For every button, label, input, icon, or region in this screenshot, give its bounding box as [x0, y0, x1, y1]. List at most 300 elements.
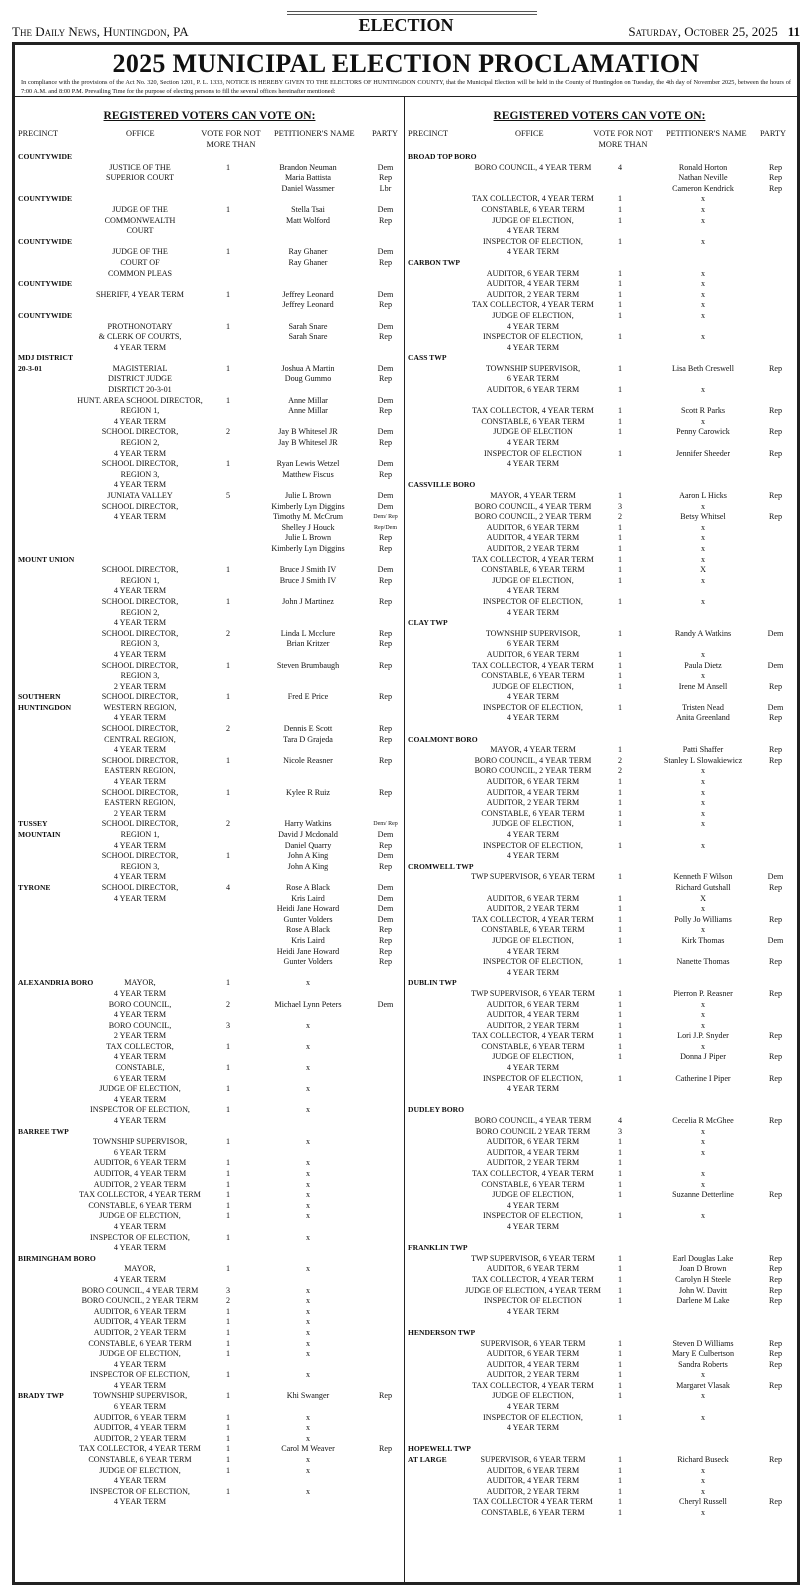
table-row	[18, 925, 401, 936]
table-row	[408, 883, 791, 894]
vote-count-cell: 1	[617, 925, 623, 935]
petitioner-cell: x	[305, 1158, 311, 1168]
petitioner-cell: Stanley L Slowakiewicz	[663, 755, 743, 765]
office-cell: SCHOOL DIRECTOR,	[101, 724, 179, 734]
table-row	[408, 1466, 791, 1477]
office-cell: 2 YEAR TERM	[113, 808, 167, 818]
vote-count-cell: 1	[617, 575, 623, 585]
office-cell: MAYOR, 4 YEAR TERM	[490, 491, 576, 500]
table-row	[408, 385, 791, 396]
party-cell: Rep	[768, 1116, 783, 1126]
office-cell: BORO COUNCIL, 4 YEAR TERM	[474, 1116, 592, 1126]
office-cell: TAX COLLECTOR, 4 YEAR TERM	[472, 406, 594, 416]
office-cell: INSPECTOR OF ELECTION	[484, 448, 582, 458]
party-cell: Dem	[377, 289, 394, 299]
office-cell: CONSTABLE, 6 YEAR TERM	[481, 808, 585, 818]
vote-count-cell: 1	[617, 872, 623, 882]
petitioner-cell: x	[700, 1486, 706, 1496]
vote-count-cell: 1	[617, 1285, 623, 1295]
vote-count-cell: 3	[225, 1020, 231, 1030]
table-row	[18, 915, 401, 926]
office-cell: CONSTABLE,	[115, 1063, 165, 1073]
table-row	[18, 597, 401, 608]
table-row	[408, 1370, 791, 1381]
office-cell: INSPECTOR OF ELECTION,	[90, 1370, 190, 1380]
petitioner-cell: Steven Brumbaugh	[276, 660, 340, 670]
table-row	[18, 1476, 401, 1487]
table-row	[408, 184, 791, 195]
office-cell: 4 YEAR TERM	[506, 607, 560, 617]
office-cell: INSPECTOR OF ELECTION,	[483, 957, 583, 967]
party-cell: Dem	[767, 935, 784, 945]
table-row	[408, 1455, 791, 1466]
table-row	[408, 576, 791, 587]
table-row	[18, 1423, 401, 1434]
office-cell: BORO COUNCIL, 4 YEAR TERM	[81, 1285, 199, 1295]
precinct-cell: HENDERSON TWP	[408, 1327, 476, 1337]
table-row	[408, 555, 791, 566]
petitioner-cell: x	[700, 1126, 706, 1136]
petitioner-cell: Joshua A Martin	[281, 363, 335, 373]
party-cell: Rep	[768, 914, 783, 924]
office-cell: AUDITOR, 4 YEAR TERM	[486, 279, 580, 289]
petitioner-cell: Paula Dietz	[684, 660, 722, 670]
table-row	[408, 608, 791, 619]
table-row	[408, 470, 791, 481]
office-cell: TAX COLLECTOR, 4 YEAR TERM	[472, 1274, 594, 1284]
office-cell: AUDITOR, 4 YEAR TERM	[486, 787, 580, 797]
table-row	[408, 1095, 791, 1106]
party-cell: Rep	[378, 374, 393, 384]
party-cell: Rep	[378, 438, 393, 448]
office-cell: 4 YEAR TERM	[113, 893, 167, 903]
party-cell: Rep	[378, 734, 393, 744]
party-cell: Rep	[378, 543, 393, 553]
precinct-cell: BROAD TOP BORO	[408, 152, 477, 161]
petitioner-cell: x	[700, 777, 706, 787]
petitioner-cell: x	[700, 533, 706, 543]
table-row	[408, 1148, 791, 1159]
vote-count-cell: 1	[617, 522, 623, 532]
petitioner-cell: Kylee R Ruiz	[285, 787, 331, 797]
table-row	[18, 480, 401, 491]
table-row	[18, 1497, 401, 1508]
office-cell: AUDITOR, 6 YEAR TERM	[486, 649, 580, 659]
table-row	[408, 1063, 791, 1074]
issue-date	[628, 24, 800, 40]
table-row	[18, 947, 401, 958]
table-row	[408, 1190, 791, 1201]
table-row	[18, 586, 401, 597]
petitioner-cell: Bruce J Smith IV	[279, 565, 337, 575]
party-cell: Rep	[768, 1296, 783, 1306]
party-cell: Dem	[377, 204, 394, 214]
table-row	[18, 364, 401, 375]
petitioner-cell: x	[700, 1391, 706, 1401]
petitioner-cell: x	[700, 596, 706, 606]
office-cell: JUSTICE OF THE	[109, 162, 171, 172]
table-row	[18, 1254, 401, 1265]
vote-count-cell: 1	[617, 681, 623, 691]
petitioner-cell: John A King	[287, 851, 329, 861]
petitioner-cell: x	[700, 522, 706, 532]
table-row	[18, 1264, 401, 1275]
office-cell: AUDITOR, 6 YEAR TERM	[93, 1412, 187, 1422]
office-cell: JUDGE OF THE	[112, 204, 168, 214]
party-cell: Rep	[378, 724, 393, 734]
table-row	[18, 226, 401, 237]
petitioner-cell: Kris Laird	[291, 935, 325, 945]
party-cell: Rep	[768, 957, 783, 967]
precinct-cell: 20-3-01	[18, 363, 43, 373]
table-row	[18, 968, 401, 979]
table-row	[18, 1201, 401, 1212]
table-row	[18, 745, 401, 756]
office-cell: JUDGE OF ELECTION,	[492, 935, 574, 945]
office-cell: & CLERK OF COURTS,	[98, 332, 182, 342]
office-cell: AUDITOR, 6 YEAR TERM	[486, 1465, 580, 1475]
petitioner-cell: x	[700, 194, 706, 204]
office-cell: AUDITOR, 4 YEAR TERM	[486, 533, 580, 543]
petitioner-cell: x	[305, 1105, 311, 1115]
petitioner-cell: Steven D Williams	[672, 1338, 734, 1348]
petitioner-cell: Julie L Brown	[284, 533, 331, 543]
office-cell: TOWNSHIP SUPERVISOR,	[92, 1137, 188, 1147]
table-row	[18, 417, 401, 428]
office-cell: AUDITOR, 6 YEAR TERM	[486, 522, 580, 532]
vote-count-cell: 1	[225, 1370, 231, 1380]
right-column	[408, 97, 791, 1519]
table-row	[18, 735, 401, 746]
table-row	[408, 724, 791, 735]
office-cell: AUDITOR, 6 YEAR TERM	[486, 1264, 580, 1274]
party-cell: Dem	[377, 830, 394, 839]
vote-count-cell: 1	[617, 1052, 623, 1062]
rows	[18, 152, 401, 1508]
table-row	[408, 1000, 791, 1011]
precinct-cell: COUNTYWIDE	[18, 152, 73, 161]
petitioner-cell: x	[700, 1476, 706, 1486]
office-cell: DISRTICT 20-3-01	[108, 385, 172, 395]
party-cell: Rep	[768, 1274, 783, 1284]
table-row	[18, 1190, 401, 1201]
vote-count-cell: 1	[617, 1190, 623, 1200]
petitioner-cell: Richard Gutshall	[675, 882, 731, 892]
table-row	[408, 290, 791, 301]
office-cell: TAX COLLECTOR 4 YEAR TERM	[473, 1497, 593, 1507]
office-cell: JUDGE OF ELECTION,	[99, 1211, 181, 1221]
petitioner-cell: Ray Ghaner	[288, 247, 328, 257]
petitioner-cell: Ray Ghaner	[288, 257, 328, 267]
party-cell: Rep	[378, 755, 393, 765]
precinct-cell: MDJ DISTRICT	[18, 353, 74, 363]
page-number: 11	[787, 24, 800, 39]
petitioner-cell: x	[305, 1020, 311, 1030]
petitioner-cell: Matthew Fiscus	[282, 469, 334, 479]
vote-count-cell: 1	[617, 1264, 623, 1274]
petitioner-cell: Jay B Whitesel JR	[278, 427, 338, 437]
petitioner-cell: Tristen Nead	[682, 702, 724, 712]
vote-count-cell: 1	[617, 1010, 623, 1020]
office-cell: SCHOOL DIRECTOR,	[101, 501, 179, 511]
office-cell: SCHOOL DIRECTOR,	[101, 819, 179, 829]
vote-count-cell: 2	[225, 1296, 231, 1306]
header-party: PARTY	[760, 129, 786, 138]
table-row	[18, 989, 401, 1000]
petitioner-cell: Earl Douglas Lake	[672, 1253, 734, 1263]
party-cell: Rep	[378, 300, 393, 310]
petitioner-cell: Nicole Reasner	[283, 755, 333, 765]
petitioner-cell: x	[305, 1433, 311, 1443]
table-row	[18, 1328, 401, 1339]
table-row	[18, 608, 401, 619]
party-cell: Rep	[768, 988, 783, 998]
office-cell: MAYOR, 4 YEAR TERM	[490, 745, 576, 755]
petitioner-cell: Michael Lynn Peters	[274, 999, 342, 1009]
vote-count-cell: 1	[225, 1232, 231, 1242]
petitioner-cell: Margaret Vlasak	[676, 1380, 730, 1390]
table-row	[408, 1158, 791, 1169]
party-cell: Rep	[378, 1391, 393, 1401]
office-cell: INSPECTOR OF ELECTION,	[483, 840, 583, 850]
petitioner-cell: x	[700, 204, 706, 214]
petitioner-cell: Sarah Snare	[288, 332, 328, 342]
section-title: ELECTION	[358, 15, 454, 35]
office-cell: AUDITOR, 6 YEAR TERM	[486, 999, 580, 1009]
petitioner-cell: Sandra Roberts	[678, 1359, 728, 1369]
table-row	[18, 639, 401, 650]
table-row	[408, 968, 791, 979]
office-cell: PROTHONOTARY	[107, 321, 173, 331]
petitioner-cell: Anita Greenland	[676, 713, 730, 723]
table-row	[408, 322, 791, 333]
petitioner-cell: Maria Battista	[284, 173, 332, 183]
table-row	[18, 1413, 401, 1424]
precinct-cell: COALMONT BORO	[408, 734, 478, 744]
office-cell: 4 YEAR TERM	[113, 1116, 167, 1126]
petitioner-cell: Kirk Thomas	[681, 935, 725, 945]
party-cell: Rep	[378, 840, 393, 850]
petitioner-cell: x	[305, 1232, 311, 1242]
vote-count-cell: 1	[617, 660, 623, 670]
office-cell: AUDITOR, 2 YEAR TERM	[486, 904, 580, 914]
vote-count-cell: 1	[617, 533, 623, 543]
table-row	[408, 194, 791, 205]
table-row	[18, 237, 401, 248]
vote-count-cell: 3	[617, 501, 623, 511]
party-cell: Rep	[768, 745, 783, 755]
table-row	[18, 1466, 401, 1477]
office-cell: 4 YEAR TERM	[113, 480, 167, 490]
table-row	[408, 915, 791, 926]
vote-count-cell: 1	[617, 988, 623, 998]
vote-count-cell: 4	[225, 882, 231, 892]
precinct-cell: ALEXANDRIA BORO	[18, 978, 94, 988]
office-cell: 4 YEAR TERM	[113, 1243, 167, 1253]
petitioner-cell: x	[700, 1137, 706, 1147]
petitioner-cell: x	[305, 1296, 311, 1306]
table-row	[18, 978, 401, 989]
table-row	[408, 459, 791, 470]
table-row	[18, 1116, 401, 1127]
office-cell: REGION 1,	[120, 830, 160, 839]
party-cell: Rep	[378, 469, 393, 479]
office-cell: 4 YEAR TERM	[113, 1052, 167, 1062]
petitioner-cell: Tara D Grajeda	[283, 734, 333, 744]
office-cell: 2 YEAR TERM	[113, 1031, 167, 1041]
office-cell: 4 YEAR TERM	[506, 226, 560, 236]
petitioner-cell: Kenneth F Wilson	[673, 872, 733, 882]
vote-count-cell: 1	[225, 1190, 231, 1200]
precinct-cell: FRANKLIN TWP	[408, 1243, 468, 1253]
petitioner-cell: x	[700, 787, 706, 797]
vote-count-cell: 2	[617, 512, 623, 522]
table-row	[18, 406, 401, 417]
petitioner-cell: x	[700, 999, 706, 1009]
vote-count-cell: 1	[617, 1041, 623, 1051]
petitioner-cell: x	[700, 1465, 706, 1475]
petitioner-cell: Anne Millar	[288, 406, 328, 416]
party-cell: Rep	[768, 713, 783, 723]
petitioner-cell: x	[305, 978, 311, 988]
petitioner-cell: x	[700, 808, 706, 818]
table-row	[408, 756, 791, 767]
petitioner-cell: Anne Millar	[288, 395, 328, 405]
table-row	[408, 364, 791, 375]
office-cell: JUDGE OF ELECTION,	[492, 819, 574, 829]
petitioner-cell: Lisa Beth Creswell	[671, 363, 735, 373]
petitioner-cell: Suzanne Detterline	[672, 1190, 734, 1200]
table-row	[18, 1370, 401, 1381]
vote-count-cell: 1	[225, 1433, 231, 1443]
table-row	[408, 629, 791, 640]
petitioner-cell: Heidi Jane Howard	[276, 904, 340, 914]
petitioner-cell: x	[700, 385, 706, 395]
petitioner-cell: x	[700, 416, 706, 426]
table-row	[408, 809, 791, 820]
petitioner-cell: Kimberly Lyn Diggins	[271, 543, 345, 553]
petitioner-cell: x	[700, 1169, 706, 1178]
table-row	[408, 226, 791, 237]
table-row	[408, 1275, 791, 1286]
petitioner-cell: x	[700, 1041, 706, 1051]
office-cell: AUDITOR, 6 YEAR TERM	[486, 1349, 580, 1359]
party-cell: Rep	[768, 1190, 783, 1200]
party-cell: Rep	[378, 332, 393, 342]
table-row	[408, 163, 791, 174]
petitioner-cell: x	[700, 904, 706, 914]
office-cell: INSPECTOR OF ELECTION	[484, 1296, 582, 1306]
petitioner-cell: x	[305, 1455, 311, 1465]
petitioner-cell: Khi Swanger	[286, 1391, 330, 1401]
petitioner-cell: x	[700, 554, 706, 564]
party-cell: Rep	[768, 1455, 783, 1465]
table-row	[18, 544, 401, 555]
office-cell: 4 YEAR TERM	[506, 830, 560, 839]
table-row	[408, 258, 791, 269]
table-row	[18, 427, 401, 438]
office-cell: CONSTABLE, 6 YEAR TERM	[88, 1200, 192, 1210]
petitioner-cell: Mary E Culbertson	[671, 1349, 735, 1359]
table-row	[18, 438, 401, 449]
petitioner-cell: Pierron P. Reasner	[673, 988, 733, 998]
table-row	[408, 872, 791, 883]
office-cell: SHERIFF, 4 YEAR TERM	[96, 289, 184, 299]
office-cell: WESTERN REGION,	[103, 702, 177, 712]
table-row	[408, 947, 791, 958]
petitioner-cell: x	[305, 1327, 311, 1337]
office-cell: 4 YEAR TERM	[506, 713, 560, 723]
party-cell: Rep	[768, 1264, 783, 1274]
petitioner-cell: x	[305, 1264, 311, 1274]
petitioner-cell: Daniel Quarry	[284, 840, 332, 850]
petitioner-cell: x	[700, 1010, 706, 1020]
table-row	[18, 851, 401, 862]
petitioner-cell: Carol M Weaver	[281, 1444, 335, 1454]
party-cell: Rep	[378, 215, 393, 225]
party-cell: Dem	[377, 914, 394, 924]
office-cell: AUDITOR, 4 YEAR TERM	[486, 1359, 580, 1369]
office-cell: 6 YEAR TERM	[506, 639, 560, 649]
party-cell: Rep	[378, 861, 393, 871]
table-row	[18, 1455, 401, 1466]
table-row	[408, 618, 791, 629]
office-cell: BORO COUNCIL, 4 YEAR TERM	[474, 162, 592, 172]
party-cell: Rep	[768, 882, 783, 892]
masthead	[12, 0, 800, 40]
office-cell: JUDGE OF ELECTION,	[492, 575, 574, 585]
office-cell: TAX COLLECTOR, 4 YEAR TERM	[472, 660, 594, 670]
table-row	[18, 194, 401, 205]
office-cell: TAX COLLECTOR, 4 YEAR TERM	[472, 1169, 594, 1178]
office-cell: SCHOOL DIRECTOR,	[101, 596, 179, 606]
petitioner-cell: Jeffrey Leonard	[282, 289, 334, 299]
office-cell: 4 YEAR TERM	[113, 840, 167, 850]
party-cell: Rep	[768, 681, 783, 691]
petitioner-cell: x	[700, 1020, 706, 1030]
header-office: OFFICE	[515, 129, 544, 138]
table-row	[408, 1105, 791, 1116]
petitioner-cell: x	[700, 649, 706, 659]
party-cell: Dem	[377, 999, 394, 1009]
table-row	[18, 1211, 401, 1222]
precinct-cell: CLAY TWP	[408, 618, 448, 628]
vote-count-cell: 1	[225, 596, 231, 606]
vote-count-cell: 1	[617, 702, 623, 712]
table-row	[408, 1137, 791, 1148]
office-cell: TWP SUPERVISOR, 6 YEAR TERM	[471, 988, 595, 998]
office-cell: AUDITOR, 2 YEAR TERM	[486, 289, 580, 299]
table-row	[408, 480, 791, 491]
office-cell: 4 YEAR TERM	[113, 1476, 167, 1486]
petitioner-cell: Heidi Jane Howard	[276, 946, 340, 956]
vote-count-cell: 1	[617, 1412, 623, 1422]
party-cell: Rep	[768, 363, 783, 373]
column-headers	[18, 129, 401, 152]
table-row	[18, 279, 401, 290]
office-cell: AUDITOR, 6 YEAR TERM	[486, 385, 580, 395]
party-cell: Rep	[768, 1031, 783, 1041]
precinct-cell: BRADY TWP	[18, 1391, 64, 1401]
vote-count-cell: 1	[617, 1359, 623, 1369]
vote-count-cell: 1	[617, 649, 623, 659]
precinct-cell: BARREE TWP	[18, 1126, 69, 1136]
table-row	[18, 1434, 401, 1445]
petitioner-cell: Ronald Horton	[678, 162, 728, 172]
petitioner-cell: x	[700, 798, 706, 808]
petitioner-cell: Scott R Parks	[680, 406, 726, 416]
petitioner-cell: Nathan Neville	[678, 173, 728, 183]
